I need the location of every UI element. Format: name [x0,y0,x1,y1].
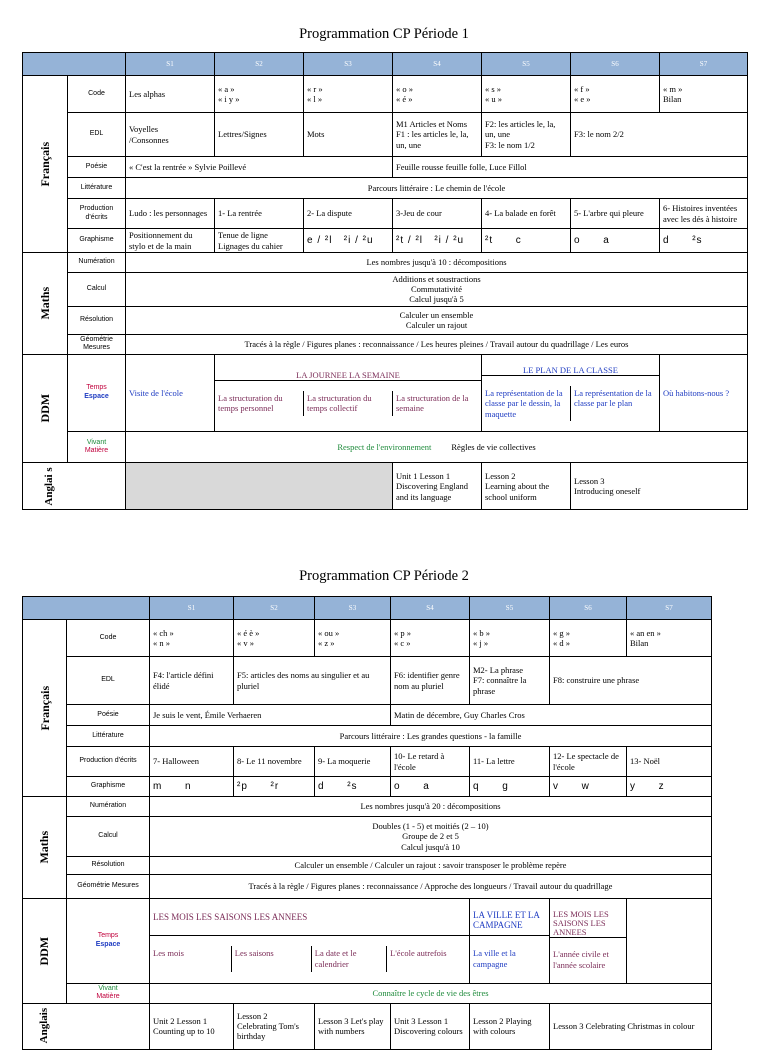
row-label-calcul: Calcul [67,817,150,857]
production-cell: 5- L'arbre qui pleure [571,199,660,229]
row-label-edl: EDL [68,113,126,157]
production-cell: 10- Le retard à l'école [391,747,470,777]
subject-maths: Maths [23,797,67,899]
edl-cell: Lettres/Signes [215,113,304,157]
label-vivant: Vivant [86,438,107,446]
ddm-header-journee: LA JOURNEE LA SEMAINE [215,370,481,381]
label-espace: Espace [95,940,121,948]
period1-title: Programmation CP Période 1 [299,26,469,42]
edl-cell: F3: le nom 2/2 [571,113,748,157]
period2-table [22,596,712,1050]
litterature-cell: Parcours littéraire : Le chemin de l'école [126,178,748,199]
week-header: S4 [393,53,482,76]
edl-cell: F8: construire une phrase [550,657,712,705]
graphisme-cell: o a [571,229,660,253]
week-header: S6 [571,53,660,76]
vivant-cell: Connaître le cycle de vie des êtres [150,983,712,1003]
code-cell: « m » Bilan [660,76,748,113]
ddm-mois-group-2 [550,899,627,984]
row-label-production: Production d'écrits [68,199,126,229]
row-label-resolution: Résolution [68,306,126,334]
code-cell: « ch » « n » [150,620,234,657]
production-cell: 12- Le spectacle de l'école [550,747,627,777]
production-cell: 11- La lettre [470,747,550,777]
row-label-litterature: Littérature [68,178,126,199]
code-cell: « an en » Bilan [627,620,712,657]
ddm-cell: L'année civile et l'année scolaire [553,949,609,970]
graphisme-cell: ²t c [482,229,571,253]
code-cell: « g » « d » [550,620,627,657]
ddm-cell: Où habitons-nous ? [660,354,748,431]
ddm-cell: La date et le calendrier [312,946,387,972]
row-label-code: Code [67,620,150,657]
graphisme-cell: Positionnement du stylo et de la main [126,229,215,253]
graphisme-cell: ²p ²r [234,777,315,797]
code-cell: « s » « u » [482,76,571,113]
graphisme-cell: v w [550,777,627,797]
row-label-poesie: Poésie [68,157,126,178]
graphisme-cell: d ²s [315,777,391,797]
anglais-cell: Lesson 3 Introducing oneself [571,463,748,510]
code-cell: « f » « e » [571,76,660,113]
edl-cell: F4: l'article défini élidé [150,657,234,705]
calcul-cell: Doubles (1 - 5) et moitiés (2 – 10) Groupe de 2 et 5 Calcul jusqu'à 10 [150,817,712,857]
row-label-graphisme: Graphisme [68,229,126,253]
subject-maths: Maths [23,253,68,355]
week-header: S5 [470,597,550,620]
production-cell: 9- La moquerie [315,747,391,777]
edl-cell: F2: les articles le, la, un, une F3: le nom 1/2 [482,113,571,157]
ddm-header-ville: LA VILLE ET LA CAMPAGNE [470,909,549,936]
row-label-graphisme: Graphisme [67,777,150,797]
vivant-text: Règles de vie collectives [451,442,536,453]
row-label-numeration: Numération [67,797,150,817]
ddm-cell: Les saisons [232,946,312,972]
subject-francais: Français [23,620,67,797]
period2-title: Programmation CP Période 2 [299,568,469,584]
week-header: S3 [315,597,391,620]
poesie-cell: Matin de décembre, Guy Charles Cros [391,705,712,726]
poesie-cell: « C'est la rentrée » Sylvie Poillevé [126,157,393,178]
ddm-header-mois: LES MOIS LES SAISONS LES ANNEES [150,909,469,936]
subject-anglais: Anglais [23,1003,150,1049]
label-espace: Espace [84,392,109,400]
row-label-numeration: Numération [68,253,126,273]
graphisme-cell: m n [150,777,234,797]
label-matiere: Matière [84,447,109,455]
week-header: S7 [627,597,712,620]
anglais-cell: Unit 2 Lesson 1 Counting up to 10 [150,1003,234,1049]
week-header: S1 [150,597,234,620]
week-header-row [23,597,712,620]
ddm-plan-group [482,354,660,431]
code-cell: « p » « c » [391,620,470,657]
subject-anglais: Anglai s [23,463,126,510]
calcul-cell: Additions et soustractions Commutativité Calcul jusqu'à 5 [126,273,748,307]
label-temps: Temps [97,932,119,940]
week-header: S2 [215,53,304,76]
ddm-cell: La représentation de la classe par le plan [574,388,652,409]
graphisme-cell: e / ²l ²i / ²u [304,229,393,253]
graphisme-cell: y z [627,777,712,797]
production-cell: 4- La balade en forêt [482,199,571,229]
graphisme-cell: o a [391,777,470,797]
ddm-cell: L'école autrefois [390,948,447,959]
code-cell: « é è » « v » [234,620,315,657]
graphisme-cell: d ²s [660,229,748,253]
geometrie-cell: Tracés à la règle / Figures planes : reconnaissance / Les heures pleines / Travail autour du quadrillage / Les euros [126,334,748,354]
anglais-cell: Unit 3 Lesson 1 Discovering colours [391,1003,470,1049]
row-label-resolution: Résolution [67,857,150,875]
ddm-mois-group [150,899,470,984]
row-label-temps-espace [68,354,126,431]
subject-ddm: DDM [23,354,68,463]
production-cell: 2- La dispute [304,199,393,229]
code-cell: Les alphas [126,76,215,113]
graphisme-cell: q g [470,777,550,797]
ddm-cell: Les mois [150,946,232,972]
production-cell: 7- Halloween [150,747,234,777]
anglais-cell: Lesson 2 Playing with colours [470,1003,550,1049]
label-temps: Temps [86,384,107,392]
graphisme-cell: Tenue de ligne Lignages du cahier [215,229,304,253]
label-matiere: Matière [96,993,120,1001]
week-header-row [23,53,748,76]
litterature-cell: Parcours littéraire : Les grandes questions - la famille [150,726,712,747]
code-cell: « ou » « z » [315,620,391,657]
subject-ddm: DDM [23,899,67,1004]
edl-cell: F5: articles des noms au singulier et au pluriel [234,657,391,705]
edl-cell: Mots [304,113,393,157]
week-header: S5 [482,53,571,76]
production-cell: 6- Histoires inventées avec les dés à histoire [660,199,748,229]
graphisme-cell: ²t / ²l ²i / ²u [393,229,482,253]
edl-cell: M1 Articles et Noms F1 : les articles le, la, un, une [393,113,482,157]
row-label-vivant-matiere [67,983,150,1003]
anglais-cell: Unit 1 Lesson 1 Discovering England and its language [393,463,482,510]
ddm-cell: La structuration du temps collectif [304,391,393,415]
production-cell: 1- La rentrée [215,199,304,229]
ddm-cell: La ville et la campagne [473,948,516,969]
anglais-cell: Lesson 2 Celebrating Tom's birthday [234,1003,315,1049]
edl-cell: M2- La phrase F7: connaître la phrase [470,657,550,705]
row-label-geometrie: Géométrie Mesures [67,875,150,899]
code-cell: « a » « i y » [215,76,304,113]
row-label-vivant-matiere [68,431,126,463]
row-label-poesie: Poésie [67,705,150,726]
week-header: S7 [660,53,748,76]
ddm-cell: La structuration du temps personnel [215,391,304,415]
numeration-cell: Les nombres jusqu'à 20 : décompositions [150,797,712,817]
ddm-cell: La représentation de la classe par le dessin, la maquette [482,386,571,421]
edl-cell: Voyelles /Consonnes [126,113,215,157]
ddm-cell: Visite de l'école [126,354,215,431]
anglais-cell: Lesson 3 Celebrating Christmas in colour [550,1003,712,1049]
code-cell: « r » « l » [304,76,393,113]
week-header: S2 [234,597,315,620]
row-label-calcul: Calcul [68,273,126,307]
anglais-cell: Lesson 2 Learning about the school uniform [482,463,571,510]
ddm-journee-group [215,354,482,431]
anglais-empty [126,463,393,510]
week-header: S1 [126,53,215,76]
ddm-header-plan: LE PLAN DE LA CLASSE [482,365,659,376]
period1-table [22,52,748,510]
production-cell: 8- Le 11 novembre [234,747,315,777]
week-header: S6 [550,597,627,620]
subject-francais: Français [23,76,68,253]
poesie-cell: Feuille rousse feuille folle, Luce Fillol [393,157,748,178]
row-label-litterature: Littérature [67,726,150,747]
poesie-cell: Je suis le vent, Émile Verhaeren [150,705,391,726]
geometrie-cell: Tracés à la règle / Figures planes : reconnaissance / Approche des longueurs / Travail autour du quadrillage [150,875,712,899]
edl-cell: F6: identifier genre nom au pluriel [391,657,470,705]
row-label-production: Production d'écrits [67,747,150,777]
code-cell: « o » « é » [393,76,482,113]
week-header: S3 [304,53,393,76]
resolution-cell: Calculer un ensemble / Calculer un rajout : savoir transposer le problème repère [150,857,712,875]
ddm-header-mois-2: LES MOIS LES SAISONS LES ANNEES [550,909,626,938]
production-cell: 13- Noël [627,747,712,777]
resolution-cell: Calculer un ensemble Calculer un rajout [126,306,748,334]
vivant-cell [126,431,748,463]
row-label-code: Code [68,76,126,113]
ddm-ville-group [470,899,550,984]
label-vivant: Vivant [98,984,118,992]
anglais-cell: Lesson 3 Let's play with numbers [315,1003,391,1049]
week-header: S4 [391,597,470,620]
row-label-temps-espace [67,899,150,984]
numeration-cell: Les nombres jusqu'à 10 : décompositions [126,253,748,273]
production-cell: Ludo : les personnages [126,199,215,229]
production-cell: 3-Jeu de cour [393,199,482,229]
row-label-edl: EDL [67,657,150,705]
row-label-geometrie: Géométrie Mesures [68,334,126,354]
code-cell: « b » « j » [470,620,550,657]
ddm-cell: La structuration de la semaine [396,393,469,414]
vivant-text: Respect de l'environnement [337,442,432,453]
